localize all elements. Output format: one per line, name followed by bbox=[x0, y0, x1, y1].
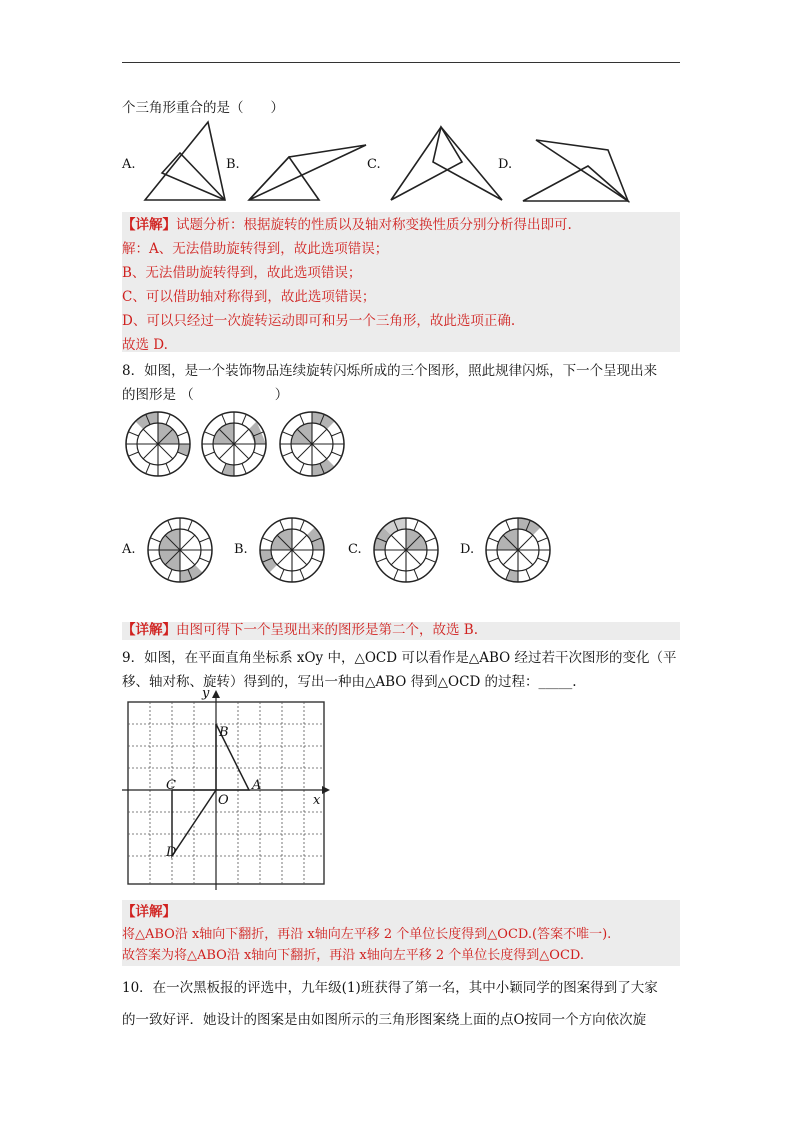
q8-analysis-text: 【详解】由图可得下一个呈现出来的图形是第二个，故选 B. bbox=[122, 622, 479, 638]
q9-stem-line2: 移、轴对称、旋转）得到的，写出一种由△ABO 得到△OCD 的过程：_____. bbox=[122, 674, 577, 690]
q7-option-a-label: A. bbox=[122, 157, 136, 172]
q7-option-c-label: C. bbox=[367, 157, 381, 172]
q7-stem-tail: 个三角形重合的是（ ） bbox=[122, 100, 284, 116]
q9-analysis-tag: 【详解】 bbox=[122, 904, 176, 920]
q8-stem-line1: 8．如图，是一个装饰物品连续旋转闪烁所成的三个图形，照此规律闪烁，下一个呈现出来 bbox=[122, 363, 658, 379]
q7-option-d-label: D. bbox=[498, 157, 513, 172]
q9-label-d: D bbox=[166, 845, 177, 860]
q7-analysis-line5: D、可以只经过一次旋转运动即可和另一个三角形，故此选项正确. bbox=[122, 313, 516, 329]
q9-label-y: y bbox=[202, 686, 210, 701]
q9-label-a: A bbox=[252, 778, 262, 793]
q8-option-b-wheel bbox=[260, 518, 324, 582]
q8-wheel-2 bbox=[202, 412, 266, 476]
q9-label-o: O bbox=[218, 793, 229, 808]
q8-option-a-label: A. bbox=[122, 542, 136, 557]
q9-analysis-line2: 故答案为将△ABO沿 x轴向下翻折，再沿 x轴向左平移 2 个单位长度得到△OCD. bbox=[122, 948, 584, 963]
q7-analysis-line1: 【详解】试题分析：根据旋转的性质以及轴对称变换性质分别分析得出即可. bbox=[122, 217, 572, 233]
q8-option-c-wheel bbox=[374, 518, 438, 582]
q8-option-b-label: B. bbox=[234, 542, 248, 557]
q7-analysis-line6: 故选 D. bbox=[122, 337, 168, 353]
q9-stem-line1: 9．如图，在平面直角坐标系 xOy 中，△OCD 可以看作是△ABO 经过若干次图形的变化（平 bbox=[122, 650, 677, 666]
q9-label-c: C bbox=[166, 778, 176, 793]
q9-label-b: B bbox=[219, 725, 229, 740]
q9-analysis-line1: 将△ABO沿 x轴向下翻折，再沿 x轴向左平移 2 个单位长度得到△OCD.(答案不唯一). bbox=[122, 927, 612, 942]
q8-wheel-3 bbox=[280, 412, 344, 476]
q7-analysis-line4: C、可以借助轴对称得到，故此选项错误； bbox=[122, 289, 376, 305]
q10-stem-line2: 的一致好评．她设计的图案是由如图所示的三角形图案绕上面的点O按同一个方向依次旋 bbox=[122, 1012, 647, 1028]
q8-option-d-label: D. bbox=[460, 542, 475, 557]
q9-coordinate-grid bbox=[122, 694, 332, 890]
q7-option-b-label: B. bbox=[226, 157, 240, 172]
q8-option-d-wheel bbox=[486, 518, 550, 582]
q7-analysis-line2: 解：A、无法借助旋转得到，故此选项错误； bbox=[122, 241, 389, 257]
q7-analysis-line3: B、无法借助旋转得到，故此选项错误； bbox=[122, 265, 362, 281]
q8-option-a-wheel bbox=[148, 518, 212, 582]
q10-stem-line1: 10．在一次黑板报的评选中，九年级(1)班获得了第一名，其中小颖同学的图案得到了大家 bbox=[122, 980, 658, 996]
q9-label-x: x bbox=[313, 793, 321, 808]
q8-wheel-1 bbox=[126, 412, 190, 476]
q8-stem-line2: 的图形是 （ ） bbox=[122, 387, 289, 403]
q8-option-c-label: C. bbox=[348, 542, 362, 557]
